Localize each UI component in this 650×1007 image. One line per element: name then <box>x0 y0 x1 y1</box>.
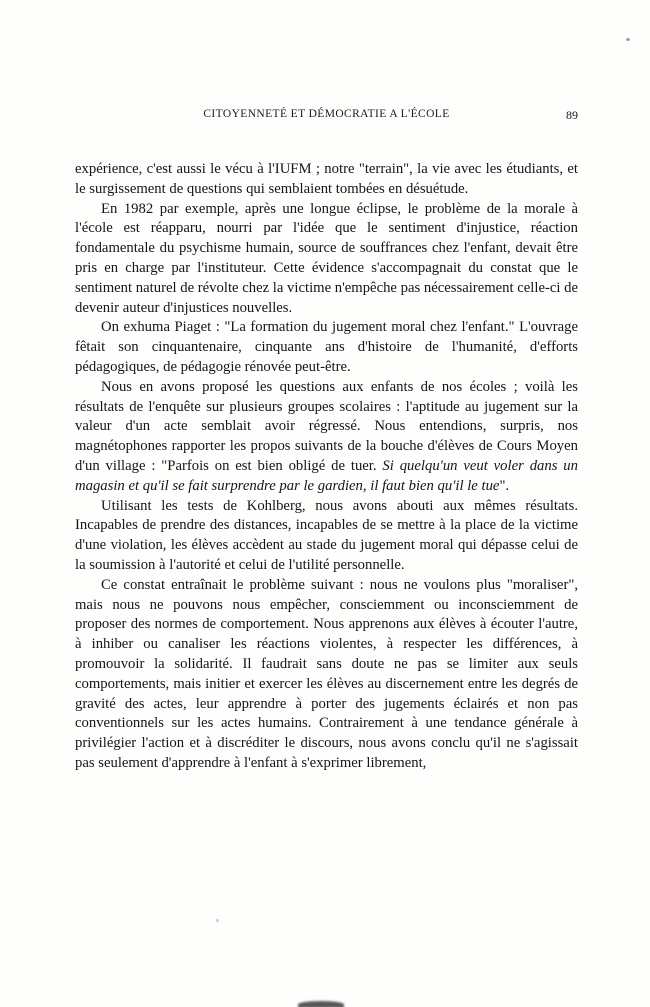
paragraph: expérience, c'est aussi le vécu à l'IUFM ; notre "terrain", la vie avec les étudiants, et le surgissement de questions qui semblaient tombées en désuétude. <box>75 161 578 197</box>
scan-artifact-dot <box>216 919 219 922</box>
page-number: 89 <box>566 108 578 122</box>
scan-artifact-dot <box>626 38 630 41</box>
paragraph: On exhuma Piaget : "La formation du jugement moral chez l'enfant." L'ouvrage fêtait son cinquantenaire, cinquante ans d'histoire de l'humanité, d'efforts pédagogiques, de pédagogie rénovée peut-être. <box>75 319 578 375</box>
paragraph: Utilisant les tests de Kohlberg, nous avons abouti aux mêmes résultats. Incapables de prendre des distances, incapables de se mettre à la place de la victime d'une violation, les élèves accèdent au stade du jugement moral qui dépasse celui de la soumission à l'autorité et celui de l'utilité personnelle. <box>75 497 578 573</box>
paragraph: En 1982 par exemple, après une longue éclipse, le problème de la morale à l'école est réapparu, nourri par l'idée que le sentiment d'injustice, réaction fondamentale du psychisme humain, source de souffrances chez l'enfant, devait être pris en charge par l'instituteur. Cette évidence s'accompagnait du constat que le sentiment naturel de révolte chez la victime n'empêche pas nécessairement celle-ci de devenir auteur d'injustices nouvelles. <box>75 200 579 316</box>
paragraph-text: Nous en avons proposé les questions aux enfants de nos écoles ; voilà les résultats de l'enquête sur plusieurs groupes scolaires : l'aptitude au jugement sur la valeur d'un acte semblait avoir régressé. Nous entendions, surpris, nos magnétophones rapporter les propos suivants de la bouche d'élèves de Cours Moyen d'un village : "Parfois on est bien obligé de tuer. <box>75 378 578 474</box>
italic-quote: Si quelqu'un veut voler dans un magasin et qu'il se fait surprendre par le gardien, il faut bien qu'il le tue <box>75 457 578 494</box>
running-title: CITOYENNETÉ ET DÉMOCRATIE A L'ÉCOLE <box>203 108 450 120</box>
paragraph: Ce constat entraînait le problème suivant : nous ne voulons plus "moraliser", mais nous ne pouvons nous empêcher, consciemment ou inconsciemment de proposer des normes de comportement. Nous apprenons aux élèves à écouter l'autre, à inhiber ou canaliser les réactions violentes, à respecter les différences, à promouvoir la solidarité. Il faudrait sans doute ne pas se limiter aux seuls comportements, mais initier et exercer les élèves au discernement entre les degrés de gravité des actes, leur apprendre à porter des jugements éclairés et non pas conventionnels sur les actes humains. Contrairement à une tendance générale à privilégier l'action et à discréditer le discours, nous avons conclu qu'il ne s'agissait pas seulement d'apprendre à l'enfant à s'exprimer librement, <box>75 576 578 771</box>
paragraph <box>75 378 578 497</box>
paragraph-text: ". <box>499 477 510 494</box>
scan-artifact-smudge <box>298 1001 344 1007</box>
page-body <box>75 160 578 774</box>
page-header <box>75 108 578 124</box>
